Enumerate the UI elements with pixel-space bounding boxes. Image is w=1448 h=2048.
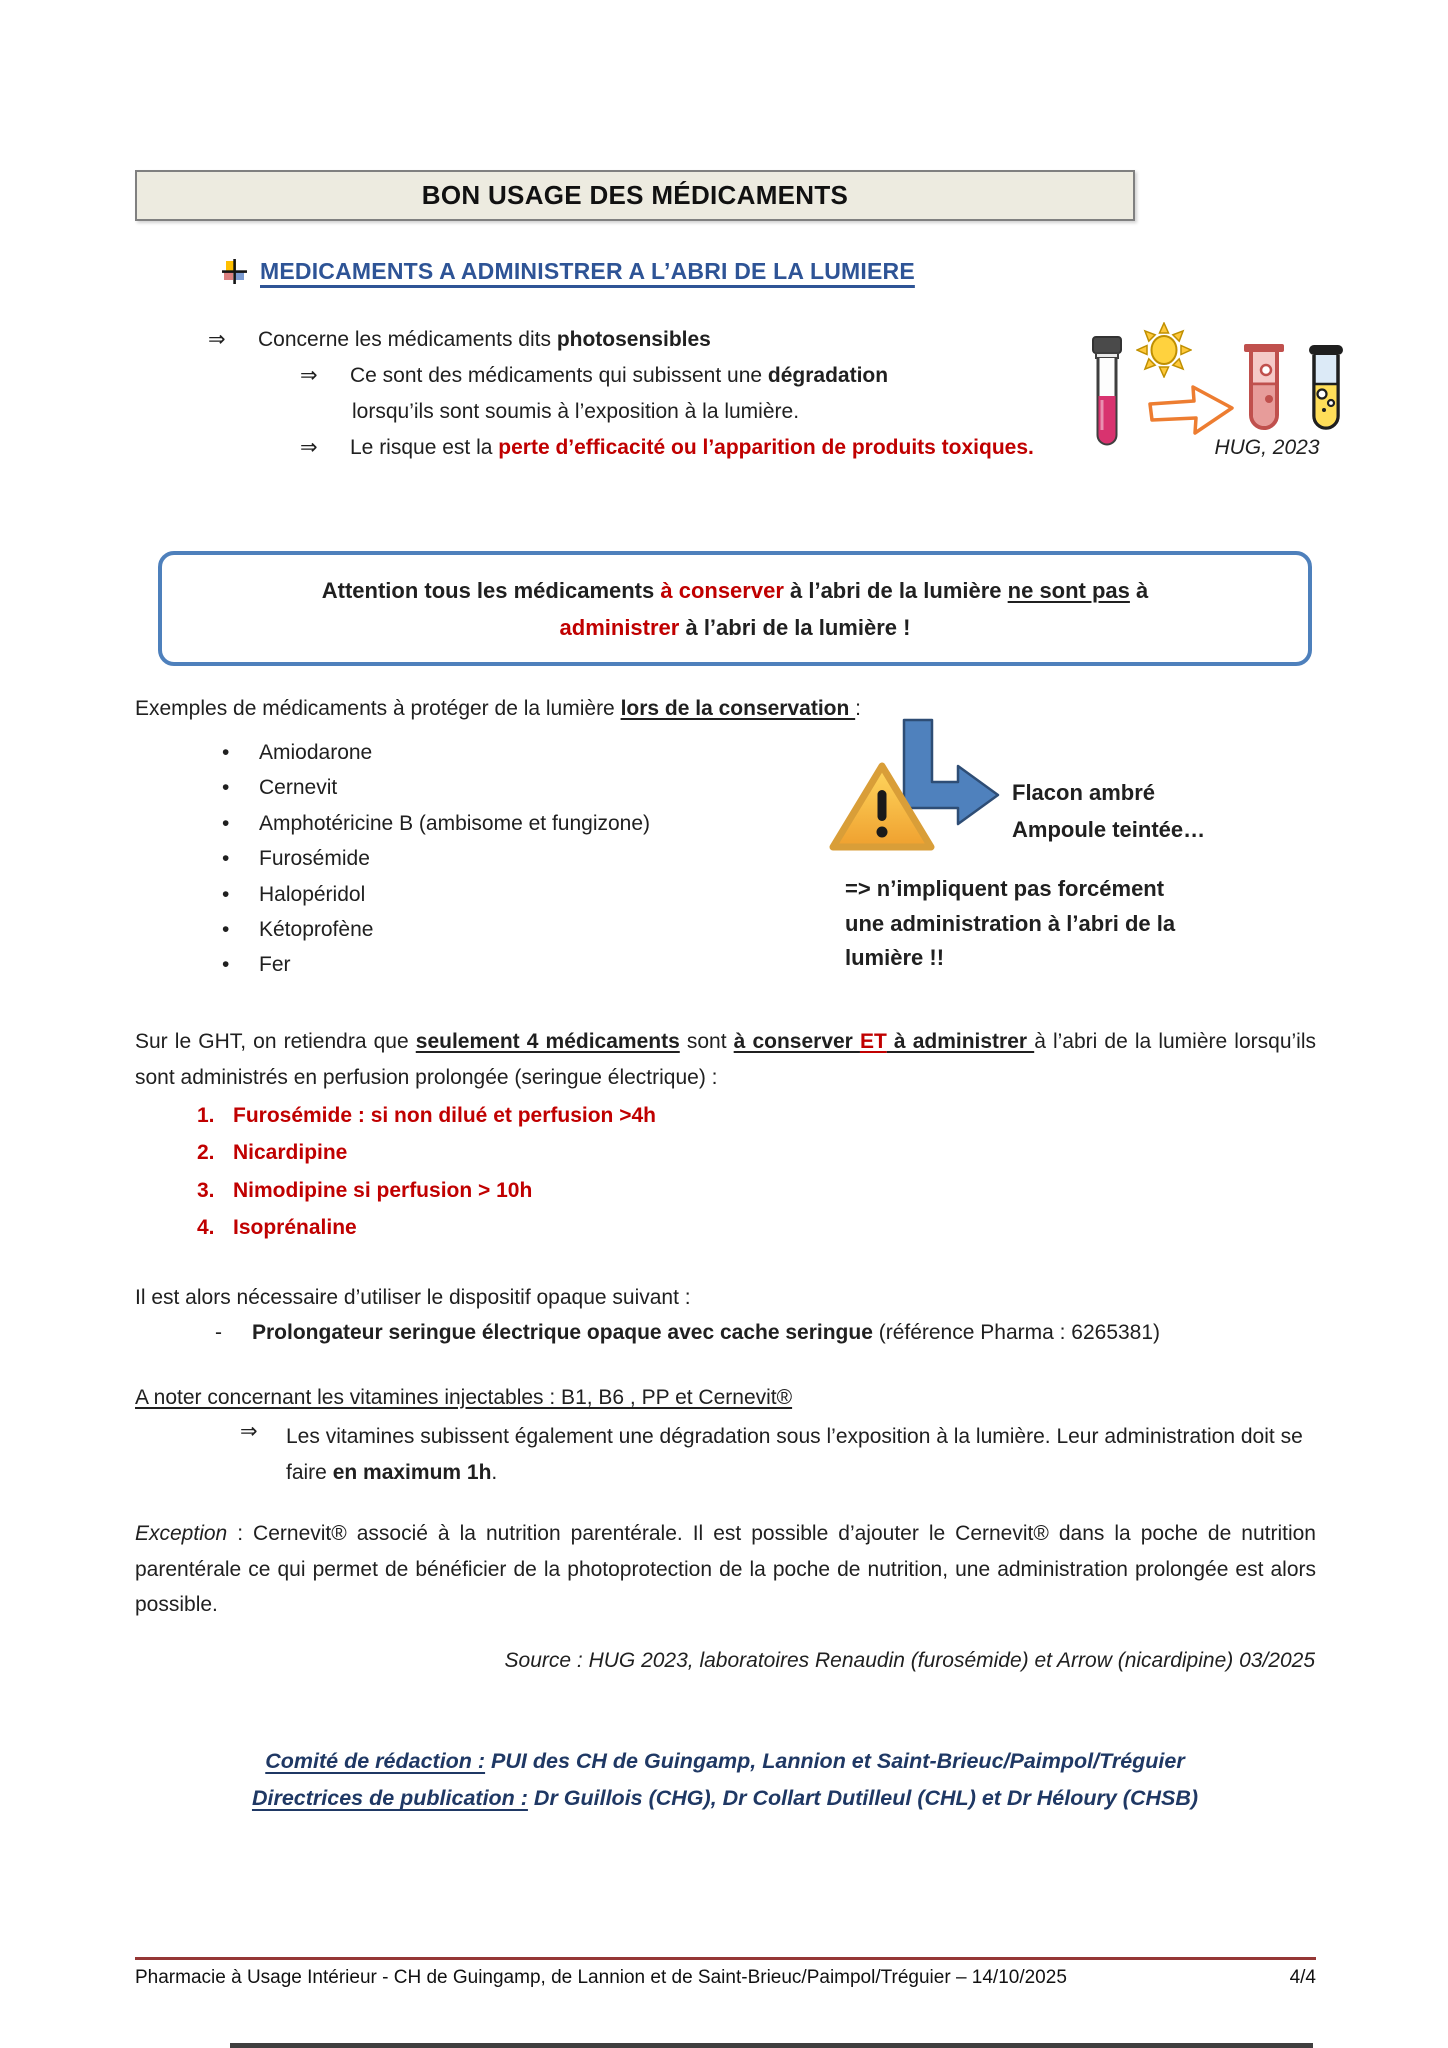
- sun-icon: [1136, 322, 1192, 378]
- list-item: • Amphotéricine B (ambisome et fungizone): [222, 806, 650, 841]
- vitamines-heading: A noter concernant les vitamines injectables : B1, B6 , PP et Cernevit®: [135, 1386, 793, 1409]
- page-footer: [135, 1967, 1316, 1989]
- warning-triangle-icon: [828, 760, 936, 854]
- flacon-note: [1012, 774, 1205, 848]
- arrow-right-orange-icon: [1146, 380, 1236, 440]
- list-item: 2. Nicardipine: [197, 1141, 348, 1165]
- list-item: 1. Furosémide : si non dilué et perfusion >4h: [197, 1104, 656, 1127]
- intro-line-2-cont: lorsqu’ils sont soumis à l’exposition à la lumière.: [352, 400, 800, 423]
- comite-line-2: Directrices de publication : Dr Guillois (CHG), Dr Collart Dutilleul (CHL) et Dr Héloury (CHSB): [251, 1786, 1199, 1810]
- list-item: 4. Isoprénaline: [197, 1216, 357, 1240]
- examples-list: [222, 735, 650, 983]
- dash-bullet: -: [215, 1321, 222, 1344]
- attention-line-1: Attention tous les médicaments à conserver à l’abri de la lumière ne sont pas à: [321, 577, 1149, 603]
- editorial-committee: [135, 1743, 1315, 1817]
- flacon-line: Flacon ambré: [1012, 780, 1156, 805]
- bullet-icon: •: [222, 953, 230, 977]
- bullet-icon: •: [222, 918, 230, 942]
- bullet-icon: •: [222, 811, 230, 835]
- page-number: 4/4: [1289, 1967, 1316, 1988]
- bullet-icon: •: [222, 741, 230, 764]
- bullet-icon: •: [222, 882, 230, 906]
- section-heading: [222, 252, 915, 290]
- title-banner: [135, 170, 1135, 221]
- plus-bullet-icon: [222, 259, 247, 284]
- footer-text: Pharmacie à Usage Intérieur - CH de Guingamp, de Lannion et de Saint-Brieuc/Paimpol/Tréguier – 14/10/2025: [135, 1967, 1067, 1988]
- footer-rule: [135, 1957, 1316, 1960]
- next-page-edge: [230, 2043, 1313, 2048]
- page-title: BON USAGE DES MÉDICAMENTS: [421, 180, 849, 210]
- dispositif-intro: Il est alors nécessaire d’utiliser le dispositif opaque suivant :: [135, 1286, 691, 1309]
- list-item: 3. Nimodipine si perfusion > 10h: [197, 1178, 533, 1202]
- list-item: • Amiodarone: [222, 735, 650, 770]
- list-item: • Halopéridol: [222, 877, 650, 912]
- list-item: • Cernevit: [222, 770, 650, 805]
- exception-paragraph: Exception : Cernevit® associé à la nutrition parentérale. Il est possible d’ajouter le Cernevit® dans la poche de nutrition parentérale ce qui permet de bénéficier de la photoprotection de la poche de nutrition, une administration prolongée est alors possible.: [135, 1522, 1316, 1616]
- list-item: • Kétoprofène: [222, 912, 650, 947]
- ght-paragraph: Sur le GHT, on retiendra que seulement 4 médicaments sont à conserver ET à administrer à l’abri de la lumière lorsqu’ils sont administrés en perfusion prolongée (seringue électrique) :: [135, 1030, 1316, 1089]
- dispositif-item: - Prolongateur seringue électrique opaque avec cache seringue (référence Pharma : 6265381): [215, 1321, 1161, 1344]
- source-line: Source : HUG 2023, laboratoires Renaudin (furosémide) et Arrow (nicardipine) 03/2025: [504, 1649, 1315, 1672]
- double-arrow-icon: ⇒: [300, 364, 318, 387]
- list-item: • Furosémide: [222, 841, 650, 876]
- examples-intro: Exemples de médicaments à protéger de la lumière lors de la conservation :: [135, 697, 862, 720]
- double-arrow-icon: ⇒: [300, 436, 318, 459]
- double-arrow-icon: ⇒: [240, 1420, 258, 1443]
- list-item: • Fer: [222, 947, 650, 982]
- test-tube-pink-icon: [1086, 334, 1128, 454]
- intro-line-2: ⇒ Ce sont des médicaments qui subissent une dégradation: [300, 358, 1028, 394]
- intro-line-3: ⇒ Le risque est la perte d’efficacité ou l’apparition de produits toxiques.: [300, 430, 1028, 466]
- four-drugs-list: [197, 1097, 656, 1247]
- attention-callout-box: [158, 551, 1312, 666]
- bullet-icon: •: [222, 776, 230, 800]
- ampoule-line: Ampoule teintée…: [1012, 817, 1206, 842]
- comite-line-1: Comité de rédaction : PUI des CH de Guingamp, Lannion et Saint-Brieuc/Paimpol/Tréguier: [265, 1749, 1185, 1773]
- vitamines-text: Les vitamines subissent également une dégradation sous l’exposition à la lumière. Leur administration doit se faire en maximum 1h.: [286, 1425, 1303, 1484]
- image-credit: HUG, 2023: [1214, 436, 1320, 459]
- intro-bullets: [208, 322, 1034, 466]
- intro-line-1: ⇒ Concerne les médicaments dits photosensibles: [208, 322, 1028, 358]
- side-note: => n’impliquent pas forcément une administration à l’abri de la lumière !!: [845, 876, 1176, 970]
- double-arrow-icon: ⇒: [208, 328, 226, 351]
- section-heading-label: MEDICAMENTS A ADMINISTRER A L’ABRI DE LA LUMIERE: [260, 257, 915, 284]
- bullet-icon: •: [222, 847, 230, 871]
- attention-line-2: administrer à l’abri de la lumière !: [559, 614, 911, 640]
